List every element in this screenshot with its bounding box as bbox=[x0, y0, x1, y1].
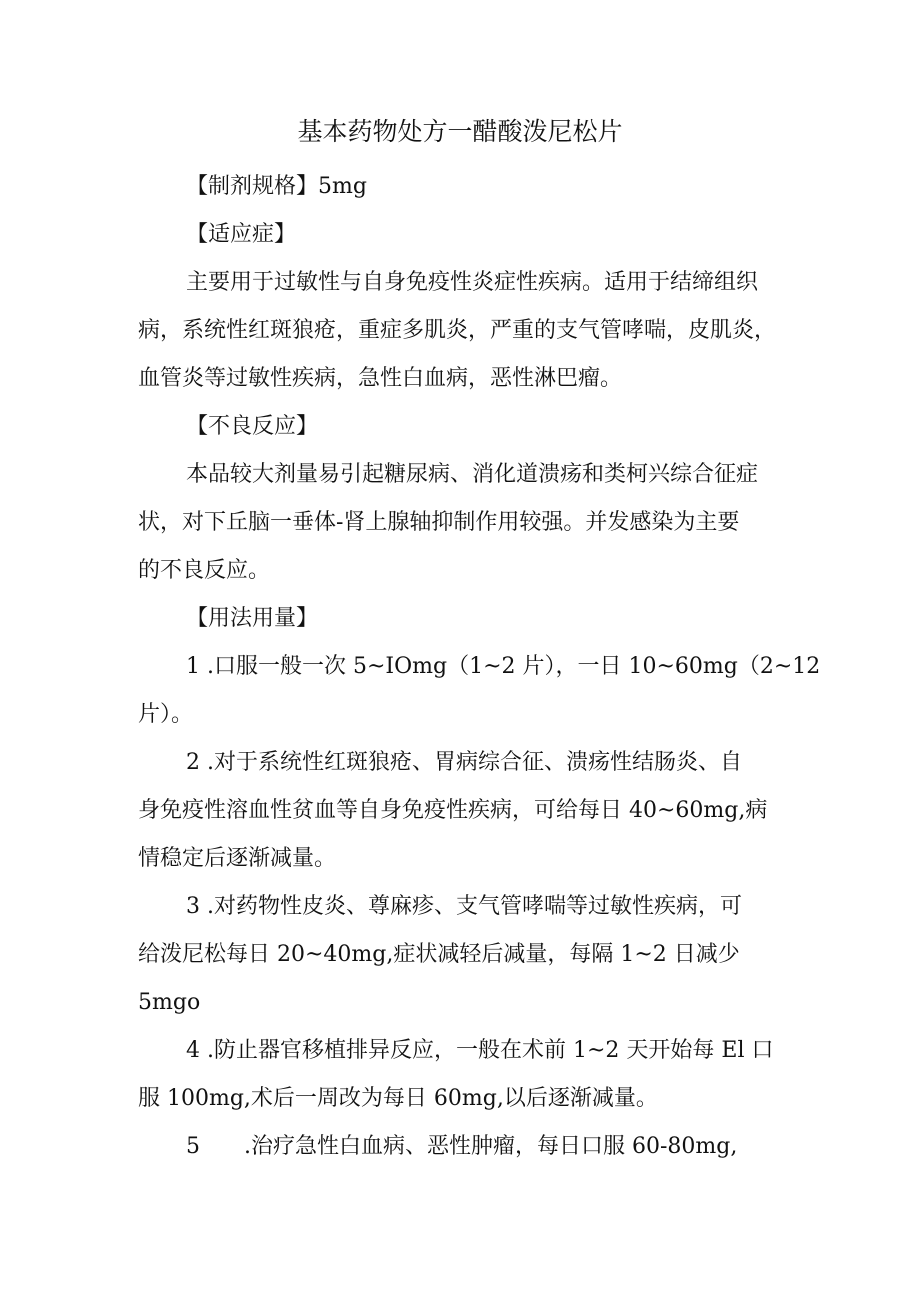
adverse-line: 本品较大剂量易引起糖尿病、消化道溃疡和类柯兴综合征症 bbox=[186, 462, 759, 487]
page-title: 基本药物处方一醋酸泼尼松片 bbox=[297, 117, 623, 146]
usage-item-line: 身免疫性溶血性贫血等自身免疫性疾病，可给每日 40~60mg,病 bbox=[138, 798, 768, 823]
usage-item-line: 3 .对药物性皮炎、尊麻疹、支气管哮喘等过敏性疾病，可 bbox=[186, 894, 742, 919]
usage-item-line: 4 .防止器官移植排异反应，一般在术前 1~2 天开始每 El 口 bbox=[186, 1038, 774, 1063]
usage-item-line: 5mgo bbox=[138, 990, 201, 1015]
usage-heading: 【用法用量】 bbox=[186, 606, 319, 631]
indication-line: 病，系统性红斑狼疮，重症多肌炎，严重的支气管哮喘，皮肌炎， bbox=[138, 318, 777, 343]
indication-line: 主要用于过敏性与自身免疫性炎症性疾病。适用于结缔组织 bbox=[186, 270, 759, 295]
usage-item-line: 给泼尼松每日 20~40mg,症状减轻后减量，每隔 1~2 日减少 bbox=[138, 942, 740, 967]
usage-item-line: 情稳定后逐渐减量。 bbox=[138, 846, 337, 871]
indication-heading: 【适应症】 bbox=[186, 222, 297, 247]
usage-item-line: 1 .口服一般一次 5~IOmg（1~2 片），一日 10~60mg（2~12 bbox=[186, 654, 821, 679]
usage-item-line: 5 .治疗急性白血病、恶性肿瘤，每日口服 60-80mg, bbox=[186, 1134, 738, 1159]
usage-item-line: 2 .对于系统性红斑狼疮、胃病综合征、溃疡性结肠炎、自 bbox=[186, 750, 742, 775]
adverse-heading: 【不良反应】 bbox=[186, 414, 319, 439]
usage-item-line: 服 100mg,术后一周改为每日 60mg,以后逐渐减量。 bbox=[138, 1086, 658, 1111]
indication-line: 血管炎等过敏性疾病，急性白血病，恶性淋巴瘤。 bbox=[138, 366, 623, 391]
adverse-line: 状，对下丘脑一垂体-肾上腺轴抑制作用较强。并发感染为主要 bbox=[138, 510, 740, 535]
usage-item-line: 片）。 bbox=[138, 702, 194, 727]
spec-line: 【制剂规格】5mg bbox=[186, 174, 367, 199]
adverse-line: 的不良反应。 bbox=[138, 558, 271, 583]
